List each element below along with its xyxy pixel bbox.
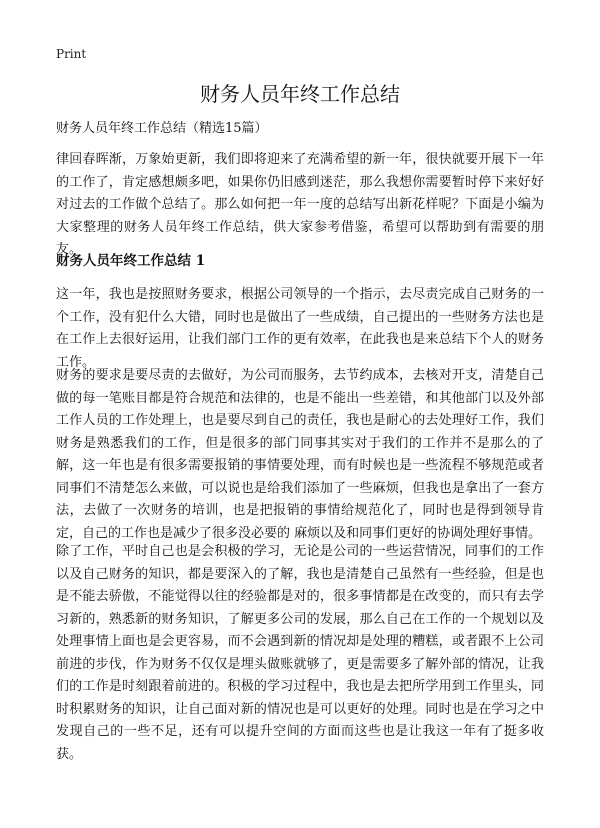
section-heading: 财务人员年终工作总结 1 bbox=[56, 253, 206, 269]
body-paragraph: 除了工作，平时自己也是会积极的学习，无论是公司的一些运营情况，同事们的工作以及自己财务的知识，都是要深入的了解，我也是清楚自己虽然有一些经验，但是也是不能去骄傲，不能觉得以往的经验都是对的，很多事情都是在改变的，而只有去学习新的，熟悉新的财务知识，了解更多公司的发展，那么自己在工作的一个规划以及处理事情上面也是会更容易，而不会遇到新的情况却是处理的糟糕，或者跟不上公司前进的步伐，作为财务不仅仅是埋头做账就够了，更是需要多了解外部的情况，让我们的工作是时刻跟着前进的。积极的学习过程中，我也是去把所学用到工作里头，同时积累财务的知识，让自己面对新的情况也是可以更好的处理。同时也是在学习之中发现自己的一些不足，还有可以提升空间的方面而这些也是让我这一年有了挺多收获。 bbox=[56, 544, 544, 762]
page-title: 财务人员年终工作总结 bbox=[200, 82, 400, 106]
intro-paragraph: 律回春晖渐，万象始更新，我们即将迎来了充满希望的新一年，很快就要开展下一年的工作了，肯定感想颇多吧，如果你仍旧感到迷茫，那么我想你需要暂时停下来好好对过去的工作做个总结了。那么如何把一年一度的总结写出新花样呢？下面是小编为大家整理的财务人员年终工作总结，供大家参考借鉴，希望可以帮助到有需要的朋友。 bbox=[56, 152, 544, 257]
print-label: Print bbox=[56, 47, 87, 61]
body-paragraph: 财务的要求是要尽责的去做好，为公司而服务，去节约成本，去核对开支，清楚自己做的每一笔账目都是符合规范和法律的，也是不能出一些差错，和其他部门以及外部工作人员的工作处理上，也是要尽到自己的责任，我也是耐心的去处理好工作，我们财务是熟悉我们的工作，但是很多的部门同事其实对于我们的工作并不是那么的了解，这一年也是有很多需要报销的事情要处理，而有时候也是一些流程不够规范或者同事们不清楚怎么来做，可以说也是给我们添加了一些麻烦，但我也是拿出了一套方法，去做了一次财务的培训，也是把报销的事情给规范化了，同时也是得到领导肯定，自己的工作也是减少了很多没必要的 麻烦以及和同事们更好的协调处理好事情。 bbox=[56, 368, 544, 541]
body-paragraph: 这一年，我也是按照财务要求，根据公司领导的一个指示，去尽责完成自己财务的一个工作，没有犯什么大错，同时也是做出了一些成绩，自己提出的一些财务方法也是在工作上去很好运用，让我们部门工作的更有效率，在此我也是来总结下个人的财务工作。 bbox=[56, 287, 544, 370]
document-subtitle: 财务人员年终工作总结（精选15篇） bbox=[56, 121, 268, 136]
